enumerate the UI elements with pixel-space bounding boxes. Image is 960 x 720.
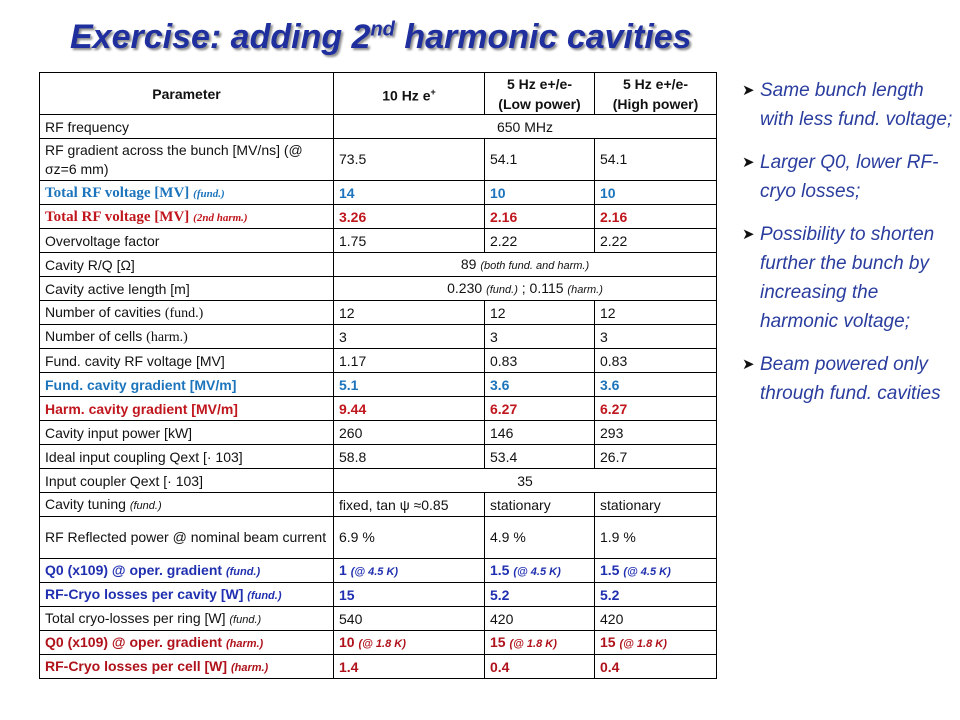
table-row bbox=[40, 301, 717, 325]
row-value-5hz-high: 54.1 bbox=[595, 139, 717, 181]
header-5hz-high: 5 Hz e+/e- (High power) bbox=[595, 73, 717, 115]
row-value-5hz-high: 293 bbox=[595, 421, 717, 445]
row-value-5hz-high: 420 bbox=[595, 607, 717, 631]
row-value-5hz-high: 26.7 bbox=[595, 445, 717, 469]
row-value-5hz-low: 3.6 bbox=[485, 373, 595, 397]
header-parameter: Parameter bbox=[40, 73, 334, 115]
row-value-5hz-high: 0.83 bbox=[595, 349, 717, 373]
row-label: Fund. cavity gradient [MV/m] bbox=[40, 373, 334, 397]
row-value-10hz: 6.9 % bbox=[334, 517, 485, 559]
row-value-10hz: 1.17 bbox=[334, 349, 485, 373]
row-value: 89 (both fund. and harm.) bbox=[334, 253, 717, 277]
row-value: 35 bbox=[334, 469, 717, 493]
row-value-5hz-high: 5.2 bbox=[595, 583, 717, 607]
header-10hz: 10 Hz e+ bbox=[334, 73, 485, 115]
arrow-right-icon: ➤ bbox=[742, 154, 755, 171]
row-value: 650 MHz bbox=[334, 115, 717, 139]
row-label: RF Reflected power @ nominal beam current bbox=[40, 517, 334, 559]
row-value-10hz: 1.75 bbox=[334, 229, 485, 253]
row-value-5hz-high: stationary bbox=[595, 493, 717, 517]
table-row bbox=[40, 445, 717, 469]
row-value-10hz: 260 bbox=[334, 421, 485, 445]
title-rest: harmonic cavities bbox=[394, 18, 692, 56]
row-value-5hz-low: 1.5 (@ 4.5 K) bbox=[485, 559, 595, 583]
row-value-5hz-low: 146 bbox=[485, 421, 595, 445]
row-value-10hz: 73.5 bbox=[334, 139, 485, 181]
table-row bbox=[40, 397, 717, 421]
row-value-10hz: 10 (@ 1.8 K) bbox=[334, 631, 485, 655]
row-value-5hz-low: 4.9 % bbox=[485, 517, 595, 559]
arrow-right-icon: ➤ bbox=[742, 226, 755, 243]
table-header-row bbox=[40, 73, 717, 115]
table-row bbox=[40, 277, 717, 301]
table-row bbox=[40, 205, 717, 229]
row-value-5hz-high: 2.22 bbox=[595, 229, 717, 253]
row-label: Q0 (x109) @ oper. gradient (fund.) bbox=[40, 559, 334, 583]
arrow-right-icon: ➤ bbox=[742, 356, 755, 373]
table-row bbox=[40, 469, 717, 493]
row-label: Input coupler Qext [· 103] bbox=[40, 469, 334, 493]
row-value-5hz-high: 12 bbox=[595, 301, 717, 325]
row-value-10hz: 1 (@ 4.5 K) bbox=[334, 559, 485, 583]
arrow-right-icon: ➤ bbox=[742, 82, 755, 99]
table-row bbox=[40, 349, 717, 373]
parameters-table bbox=[39, 72, 717, 679]
bullet-item: ➤ Same bunch length with less fund. voltage; bbox=[742, 76, 957, 134]
row-value-5hz-low: 5.2 bbox=[485, 583, 595, 607]
table-row bbox=[40, 655, 717, 679]
row-label: Ideal input coupling Qext [· 103] bbox=[40, 445, 334, 469]
table-row bbox=[40, 517, 717, 559]
row-value-5hz-high: 15 (@ 1.8 K) bbox=[595, 631, 717, 655]
row-value-5hz-low: 0.83 bbox=[485, 349, 595, 373]
row-value-5hz-low: stationary bbox=[485, 493, 595, 517]
row-value-10hz: fixed, tan ψ ≈0.85 bbox=[334, 493, 485, 517]
row-value-5hz-high: 3 bbox=[595, 325, 717, 349]
row-value-10hz: 5.1 bbox=[334, 373, 485, 397]
row-value-10hz: 3 bbox=[334, 325, 485, 349]
row-label: Number of cavities (fund.) bbox=[40, 301, 334, 325]
row-label: Total cryo-losses per ring [W] (fund.) bbox=[40, 607, 334, 631]
row-value-5hz-low: 6.27 bbox=[485, 397, 595, 421]
row-label: Cavity R/Q [Ω] bbox=[40, 253, 334, 277]
bullet-item: ➤ Beam powered only through fund. cavities bbox=[742, 350, 957, 408]
row-label: RF-Cryo losses per cavity [W] (fund.) bbox=[40, 583, 334, 607]
row-label: Cavity input power [kW] bbox=[40, 421, 334, 445]
row-label: Q0 (x109) @ oper. gradient (harm.) bbox=[40, 631, 334, 655]
row-value-10hz: 540 bbox=[334, 607, 485, 631]
table-row bbox=[40, 229, 717, 253]
row-value: 0.230 (fund.) ; 0.115 (harm.) bbox=[334, 277, 717, 301]
title-main: Exercise: adding 2 bbox=[70, 18, 371, 56]
row-value-5hz-high: 0.4 bbox=[595, 655, 717, 679]
bullet-item: ➤ Larger Q0, lower RF-cryo losses; bbox=[742, 148, 957, 206]
row-value-10hz: 3.26 bbox=[334, 205, 485, 229]
table-row bbox=[40, 181, 717, 205]
row-value-10hz: 12 bbox=[334, 301, 485, 325]
table-row bbox=[40, 583, 717, 607]
title-superscript: nd bbox=[370, 18, 395, 41]
table-row bbox=[40, 325, 717, 349]
bullet-list bbox=[742, 76, 957, 422]
row-value-5hz-high: 2.16 bbox=[595, 205, 717, 229]
row-label: RF-Cryo losses per cell [W] (harm.) bbox=[40, 655, 334, 679]
table-row bbox=[40, 631, 717, 655]
row-value-5hz-low: 10 bbox=[485, 181, 595, 205]
row-label: Total RF voltage [MV] (fund.) bbox=[40, 181, 334, 205]
row-value-5hz-high: 3.6 bbox=[595, 373, 717, 397]
row-value-5hz-low: 420 bbox=[485, 607, 595, 631]
row-value-5hz-high: 1.5 (@ 4.5 K) bbox=[595, 559, 717, 583]
row-value-10hz: 1.4 bbox=[334, 655, 485, 679]
header-5hz-low: 5 Hz e+/e- (Low power) bbox=[485, 73, 595, 115]
row-label: Cavity active length [m] bbox=[40, 277, 334, 301]
row-value-5hz-low: 2.22 bbox=[485, 229, 595, 253]
table-row bbox=[40, 493, 717, 517]
table-row bbox=[40, 559, 717, 583]
table-row bbox=[40, 373, 717, 397]
row-label: Fund. cavity RF voltage [MV] bbox=[40, 349, 334, 373]
table-row bbox=[40, 607, 717, 631]
bullet-item: ➤ Possibility to shorten further the bunch by increasing the harmonic voltage; bbox=[742, 220, 957, 336]
row-label: Number of cells (harm.) bbox=[40, 325, 334, 349]
row-label: Total RF voltage [MV] (2nd harm.) bbox=[40, 205, 334, 229]
row-value-5hz-low: 0.4 bbox=[485, 655, 595, 679]
page-title bbox=[70, 18, 692, 57]
row-value-10hz: 9.44 bbox=[334, 397, 485, 421]
row-value-5hz-low: 2.16 bbox=[485, 205, 595, 229]
row-value-10hz: 15 bbox=[334, 583, 485, 607]
table-row bbox=[40, 421, 717, 445]
row-value-5hz-low: 12 bbox=[485, 301, 595, 325]
row-value-5hz-high: 1.9 % bbox=[595, 517, 717, 559]
row-value-5hz-high: 10 bbox=[595, 181, 717, 205]
table-row bbox=[40, 115, 717, 139]
row-value-5hz-low: 3 bbox=[485, 325, 595, 349]
table-row bbox=[40, 139, 717, 181]
row-value-5hz-low: 15 (@ 1.8 K) bbox=[485, 631, 595, 655]
row-value-5hz-low: 54.1 bbox=[485, 139, 595, 181]
row-value-10hz: 14 bbox=[334, 181, 485, 205]
row-label: Overvoltage factor bbox=[40, 229, 334, 253]
row-value-5hz-high: 6.27 bbox=[595, 397, 717, 421]
row-label: RF gradient across the bunch [MV/ns] (@ σz=6 mm) bbox=[40, 139, 334, 181]
row-label: Harm. cavity gradient [MV/m] bbox=[40, 397, 334, 421]
row-value-5hz-low: 53.4 bbox=[485, 445, 595, 469]
row-label: Cavity tuning (fund.) bbox=[40, 493, 334, 517]
table-row bbox=[40, 253, 717, 277]
row-value-10hz: 58.8 bbox=[334, 445, 485, 469]
row-label: RF frequency bbox=[40, 115, 334, 139]
